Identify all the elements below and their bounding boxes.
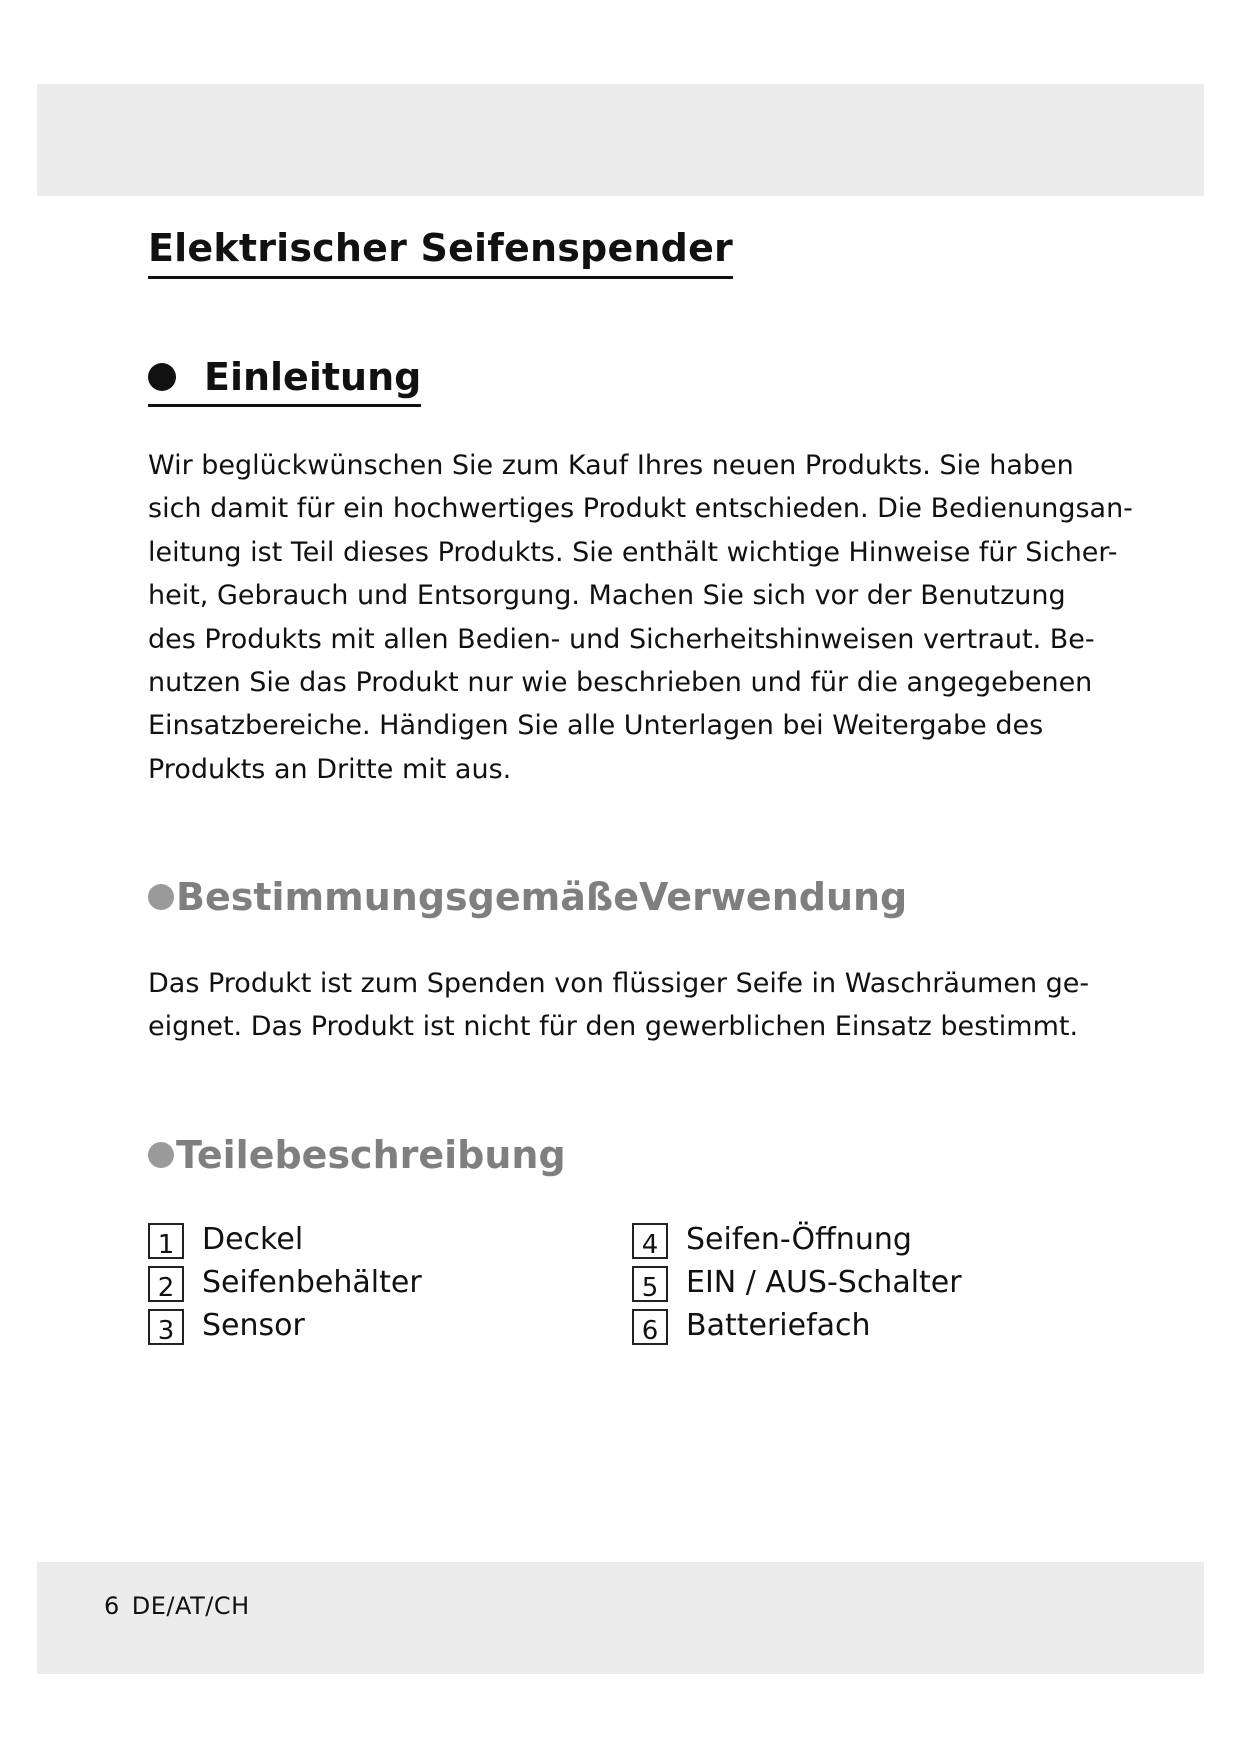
intro-paragraph (148, 444, 1133, 791)
part-number: 4 (632, 1223, 668, 1259)
page-number: 6 (104, 1592, 120, 1620)
paragraph-line: des Produkts mit allen Bedien- und Sicherheitshinweisen vertraut. Be- (148, 623, 1095, 655)
section-heading-intro-label: Einleitung (204, 355, 422, 399)
part-item (148, 1218, 422, 1261)
section-heading-intended-use-label: BestimmungsgemäßeVerwendung (176, 875, 908, 919)
part-label: Sensor (202, 1308, 305, 1343)
part-number: 6 (632, 1309, 668, 1345)
paragraph-line: Wir beglückwünschen Sie zum Kauf Ihres neuen Produkts. Sie haben (148, 450, 1074, 481)
paragraph-line: Das Produkt ist zum Spenden von flüssiger Seife in Waschräumen ge- (148, 968, 1090, 999)
part-label: Batteriefach (686, 1308, 871, 1343)
section-heading-intended-use (148, 872, 907, 922)
document-title: Elektrischer Seifenspender (148, 222, 733, 279)
part-item (632, 1261, 962, 1304)
bullet-icon (148, 363, 176, 391)
part-number: 5 (632, 1266, 668, 1302)
page-footer (104, 1591, 250, 1621)
part-item (632, 1304, 962, 1347)
part-item (148, 1261, 422, 1304)
section-heading-parts-label: Teilebeschreibung (176, 1133, 566, 1177)
paragraph-line: sich damit für ein hochwertiges Produkt entschieden. Die Bedienungsan- (148, 493, 1133, 525)
part-number: 1 (148, 1223, 184, 1259)
region-label: DE/AT/CH (131, 1592, 250, 1620)
parts-list-left (148, 1218, 422, 1347)
header-band (37, 84, 1204, 196)
parts-list-right (632, 1218, 962, 1347)
intended-use-paragraph (148, 962, 1098, 1049)
section-heading-parts (148, 1130, 566, 1180)
paragraph-line: Produkts an Dritte mit aus. (148, 753, 512, 785)
part-item (632, 1218, 962, 1261)
part-item (148, 1304, 422, 1347)
paragraph-line: eignet. Das Produkt ist nicht für den gewerblichen Einsatz bestimmt. (148, 1011, 1079, 1043)
paragraph-line: Einsatzbereiche. Händigen Sie alle Unterlagen bei Weitergabe des (148, 710, 1044, 742)
bullet-icon (148, 884, 174, 910)
paragraph-line: nutzen Sie das Produkt nur wie beschrieben und für die angegebenen (148, 667, 1093, 699)
part-number: 3 (148, 1309, 184, 1345)
part-label: Seifen-Öffnung (686, 1222, 912, 1257)
part-number: 2 (148, 1266, 184, 1302)
bullet-icon (148, 1142, 174, 1168)
part-label: EIN / AUS-Schalter (686, 1265, 962, 1300)
paragraph-line: heit, Gebrauch und Entsorgung. Machen Sie sich vor der Benutzung (148, 580, 1066, 612)
part-label: Seifenbehälter (202, 1265, 422, 1300)
paragraph-line: leitung ist Teil dieses Produkts. Sie enthält wichtige Hinweise für Sicher- (148, 536, 1118, 568)
section-heading-intro (148, 352, 421, 407)
part-label: Deckel (202, 1222, 304, 1257)
